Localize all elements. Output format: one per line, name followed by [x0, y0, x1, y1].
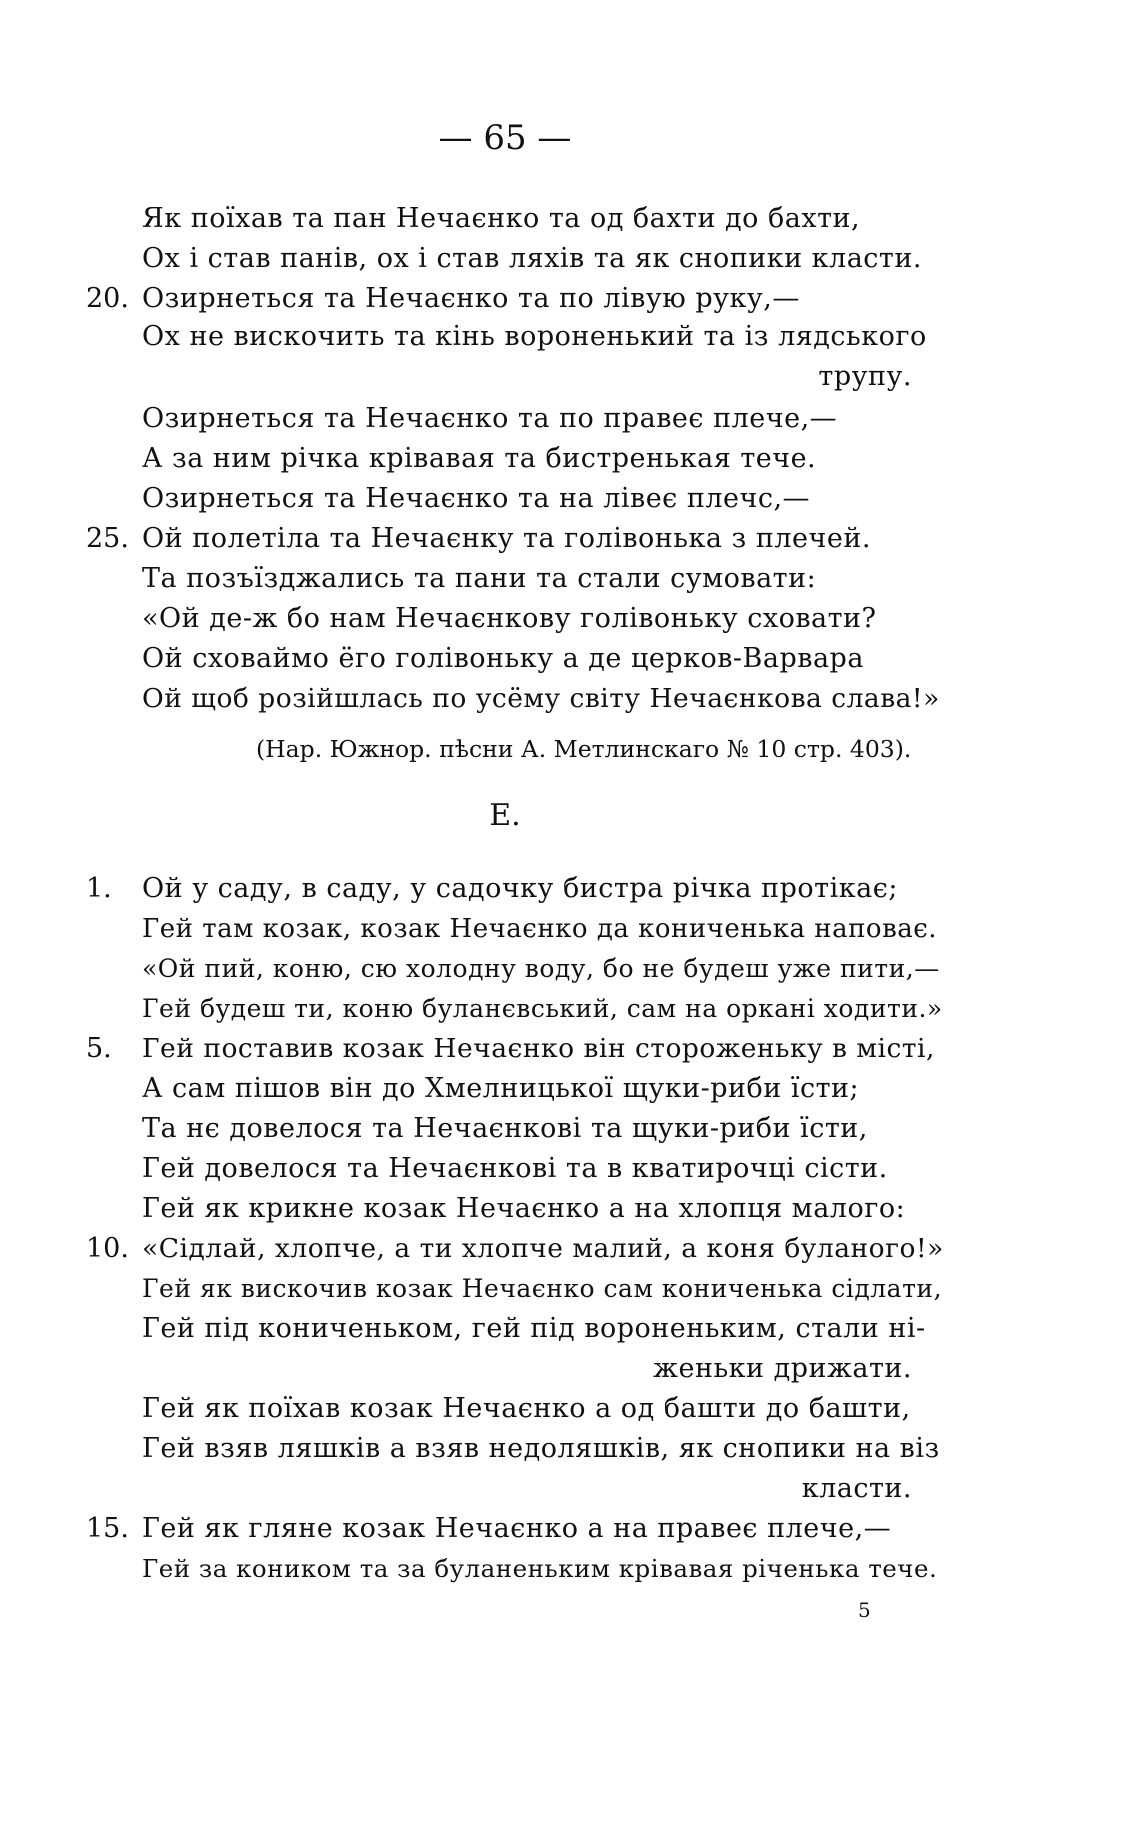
verse-line-continuation: женьки дрижати. — [653, 1353, 912, 1384]
line-number: 5. — [86, 1033, 112, 1064]
verse-line: Гей будеш ти, коню буланєвський, сам на оркані ходити.» — [142, 994, 943, 1023]
verse-line: Гей як крикне козак Нечаєнко а на хлопця малого: — [142, 1193, 906, 1224]
verse-line: Озирнеться та Нечаєнко та на лівеє плечс,— — [142, 483, 811, 514]
verse-line: Гей як гляне козак Нечаєнко а на правеє плече,— — [142, 1513, 892, 1544]
page-number: — 65 — — [438, 118, 572, 158]
verse-line: Ох не вискочить та кінь вороненький та із лядського — [142, 321, 927, 352]
verse-line: Ой у саду, в саду, у садочку бистра річка протікає; — [142, 873, 898, 904]
verse-line: Та нє довелося та Нечаєнкові та щуки-риби їсти, — [142, 1113, 868, 1144]
line-number: 15. — [86, 1513, 129, 1544]
verse-line: «Сідлай, хлопче, а ти хлопче малий, а коня буланого!» — [142, 1233, 944, 1264]
verse-line: А за ним річка крівавая та бистренькая тече. — [142, 443, 817, 474]
verse-line: Ой сховаймо ёго голівоньку а де церков-Варвара — [142, 643, 864, 674]
verse-line: А сам пішов він до Хмелницької щуки-риби їсти; — [142, 1073, 860, 1104]
verse-line: «Ой де-ж бо нам Нечаєнкову голівоньку сховати? — [142, 603, 877, 634]
verse-line: Гей взяв ляшків а взяв недоляшків, як снопики на віз — [142, 1433, 940, 1464]
line-number: 20. — [86, 283, 129, 314]
verse-line: Гей там козак, козак Нечаєнко да коничeнька наповає. — [142, 914, 938, 944]
verse-line: Озирнеться та Нечаєнко та по правеє плече,— — [142, 403, 838, 434]
line-number: 1. — [86, 873, 112, 904]
source-citation: (Нар. Южнор. пѣсни А. Метлинскаго № 10 стр. 403). — [256, 735, 912, 763]
verse-line: Та позъїзджались та пани та стали сумовати: — [142, 563, 817, 594]
verse-line: Ой щоб розійшлась по усёму світу Нечаєнкова слава!» — [142, 683, 940, 714]
verse-line: Гей довелося та Нечаєнкові та в кватирочці сісти. — [142, 1153, 888, 1184]
line-number: 25. — [86, 523, 129, 554]
verse-line: Гей під кониченьком, гей під вороненьким, стали ні- — [142, 1313, 926, 1344]
verse-line: Ох і став панів, ох і став ляхів та як снопики класти. — [142, 243, 922, 274]
verse-line: Гей поставив козак Нечаєнко він стороженьку в місті, — [142, 1033, 935, 1064]
verse-line: Гей як вискочив козак Нечаєнко сам кониченька сідлати, — [142, 1274, 943, 1303]
verse-line: Гей за коником та за буланеньким крівавая річенька тече. — [142, 1554, 938, 1583]
section-title: Е. — [489, 798, 521, 833]
verse-line: Гей як поїхав козак Нечаєнко а од башти до башти, — [142, 1393, 911, 1424]
verse-line: Ой полетіла та Нечаєнку та голівонька з плечей. — [142, 523, 871, 554]
verse-line: Озирнеться та Нечаєнко та по лівую руку,— — [142, 283, 800, 314]
verse-line: «Ой пий, коню, сю холодну воду, бо не будеш уже пити,— — [142, 954, 940, 983]
verse-line-continuation: трупу. — [818, 361, 912, 392]
verse-line: Як поїхав та пан Нечаєнко та од бахти до бахти, — [142, 203, 861, 234]
verse-line-continuation: класти. — [801, 1473, 912, 1504]
signature-mark: 5 — [858, 1598, 871, 1622]
line-number: 10. — [86, 1233, 129, 1264]
